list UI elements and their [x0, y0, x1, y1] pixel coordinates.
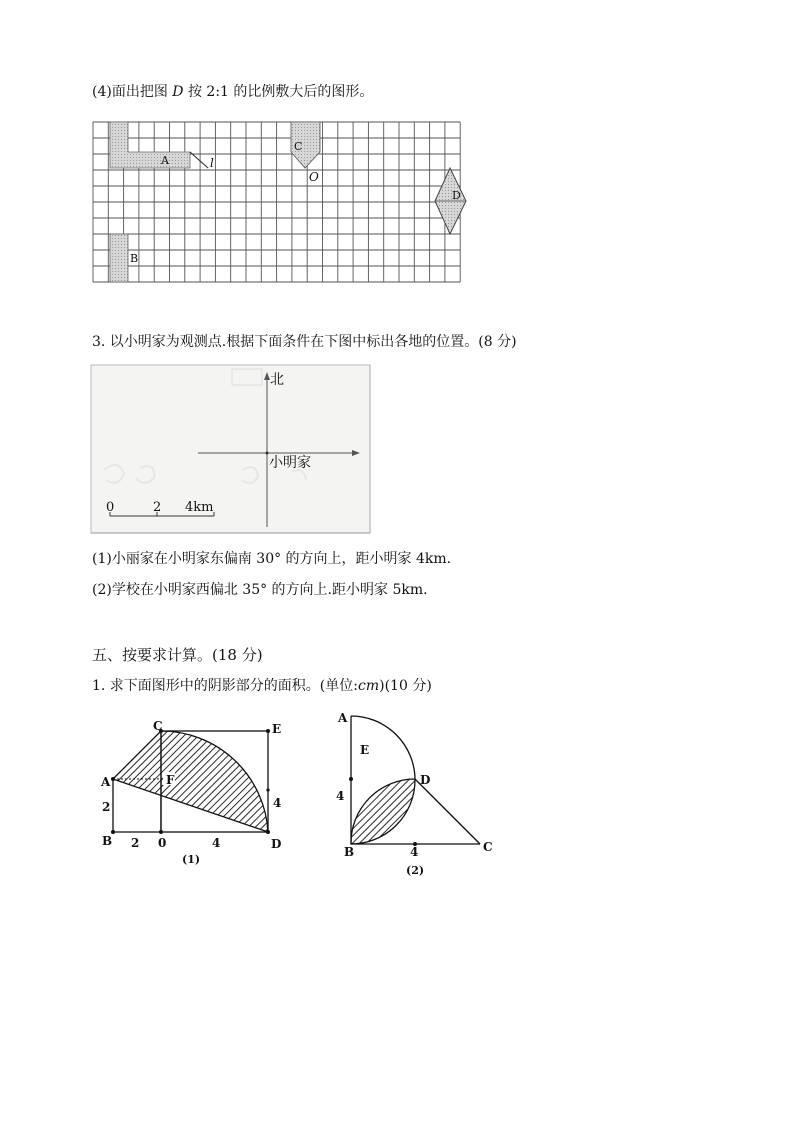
fig1-label-f: F [166, 773, 175, 787]
label-c: C [294, 140, 303, 153]
fig1-label-c: C [153, 719, 163, 733]
fig1-label-b: B [102, 834, 113, 848]
fig2-label-c: C [483, 840, 493, 854]
fig2-label-e: E [360, 743, 370, 757]
fig2-label-d: D [420, 773, 431, 787]
fig2-label-a: A [338, 711, 348, 725]
section-5-title: 五、按要求计算。(18 分) [92, 646, 263, 664]
fig1-num-0: 0 [158, 836, 167, 850]
fig1-label-d: D [271, 837, 282, 851]
q1-title: 1. 求下面图形中的阴影部分的面积。(单位:cm)(10 分) [92, 678, 432, 694]
fig1-num-4-right: 4 [273, 796, 282, 810]
q3-condition-1: (1)小丽家在小明家东偏南 30° 的方向上，距小明家 4km. [92, 551, 452, 567]
fig2-shaded-region [351, 716, 415, 844]
label-b: B [130, 252, 139, 265]
label-a: A [161, 154, 169, 167]
fig1-caption: (1) [182, 853, 201, 866]
fig2-label-b: B [344, 845, 355, 859]
fig1-label-a: A [101, 775, 111, 789]
scale-tick-0: 0 [106, 500, 115, 515]
label-l: l [210, 156, 214, 170]
q3-title: 3. 以小明家为观测点.根据下面条件在下图中标出各地的位置。(8 分) [92, 334, 517, 350]
home-label: 小明家 [269, 455, 311, 471]
scale-tick-4km: 4km [185, 500, 214, 515]
fig2-num-4-left: 4 [336, 789, 345, 803]
fig1-num-2-left: 2 [102, 800, 111, 814]
label-d: D [452, 189, 461, 202]
label-o: O [309, 170, 319, 184]
scale-tick-2: 2 [153, 500, 162, 515]
fig2-num-4-bottom: 4 [410, 845, 419, 859]
fig1-num-4-bottom: 4 [212, 836, 221, 850]
fig2-caption: (2) [406, 864, 425, 877]
q4-instruction: (4)面出把图 D 按 2:1 的比例敷大后的图形。 [92, 84, 374, 100]
q3-condition-2: (2)学校在小明家西偏北 35° 的方向上.距小明家 5km. [92, 582, 428, 598]
fig1-num-2-bottom: 2 [131, 836, 140, 850]
fig1-label-e: E [272, 722, 282, 736]
north-label: 北 [270, 372, 284, 388]
